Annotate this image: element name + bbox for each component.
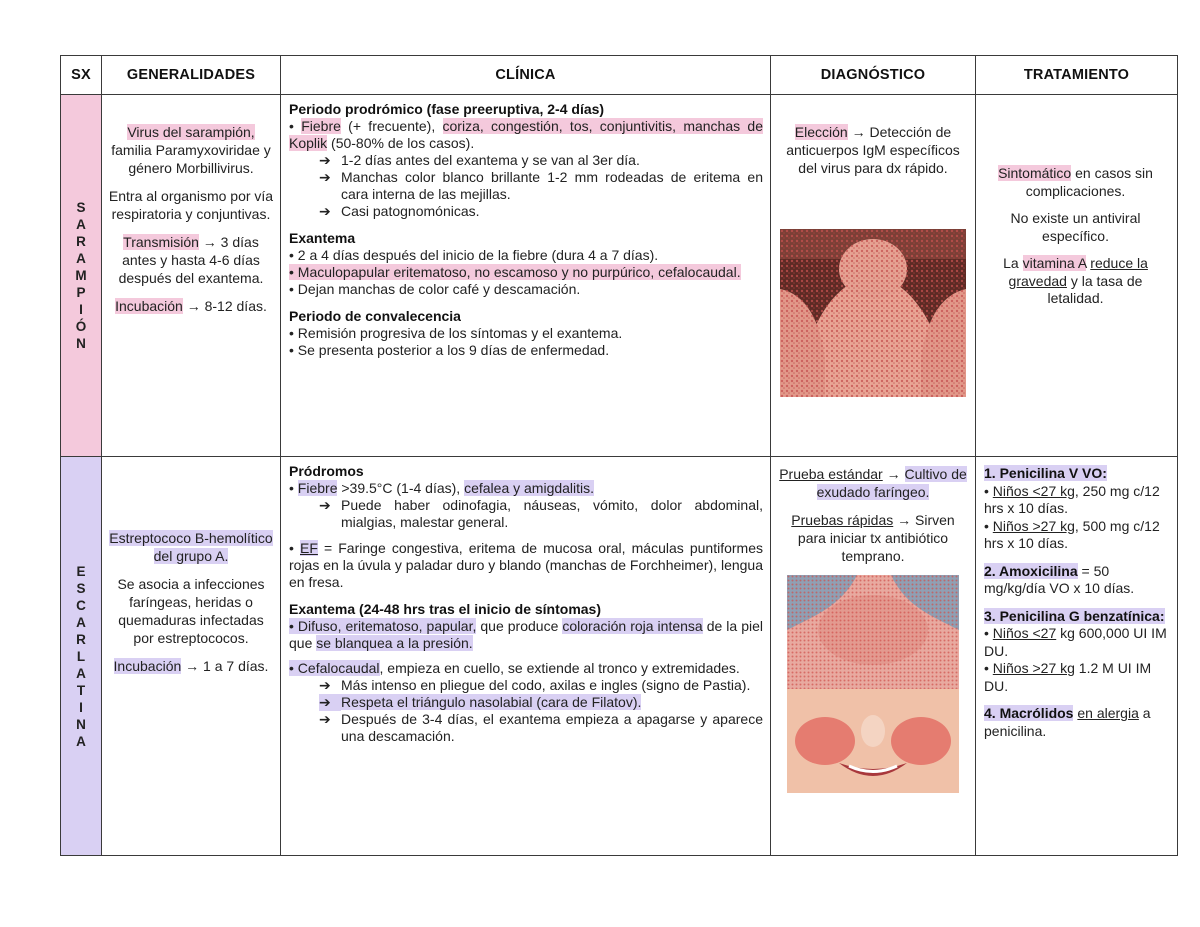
- dia-paragraph: Prueba estándar → Cultivo de exudado faríngeo.: [779, 466, 967, 500]
- tra-paragraph: No existe un antiviral específico.: [1010, 210, 1141, 244]
- gen-paragraph: Incubación → 8-12 días.: [115, 298, 267, 314]
- sx-letter: I: [79, 699, 83, 715]
- tra-paragraph: Sintomático en casos sin complicaciones.: [998, 165, 1153, 199]
- sx-letter: S: [76, 200, 86, 215]
- sx-letter: C: [76, 597, 86, 613]
- diagnostico-sarampion: [771, 95, 976, 457]
- dia-paragraph: Elección → Detección de anticuerpos IgM específicos del virus para dx rápido.: [786, 124, 960, 176]
- sub-bullet: ➔ Respeta el triángulo nasolabial (cara de Filatov).: [319, 694, 642, 710]
- sub-bullet: ➔ Más intenso en pliegue del codo, axilas e ingles (signo de Pastia).: [319, 677, 751, 693]
- sx-letter: A: [76, 251, 86, 266]
- bullet: • Fiebre >39.5°C (1-4 días), cefalea y amigdalitis.: [289, 480, 595, 496]
- gen-paragraph: Estreptococo B-hemolítico del grupo A.: [109, 530, 273, 564]
- gen-paragraph: Se asocia a infecciones faríngeas, heridas o quemaduras infectadas por estreptococos.: [117, 576, 265, 646]
- tra-paragraph: 3. Penicilina G benzatínica: • Niños <27 kg 600,000 UI IM DU. • Niños >27 kg 1.2 M UI IM DU.: [984, 607, 1167, 694]
- tra-paragraph: 4. Macrólidos en alergia a penicilina.: [984, 705, 1151, 739]
- tra-paragraph: 1. Penicilina V VO: • Niños <27 kg, 250 mg c/12 hrs x 10 días. • Niños >27 kg, 500 mg c/12 hrs x 10 días.: [984, 465, 1160, 551]
- clinica-sarampion: [281, 95, 771, 457]
- sx-letter: P: [76, 285, 86, 300]
- gen-paragraph: Incubación → 1 a 7 días.: [113, 658, 269, 674]
- sx-letter: N: [76, 716, 86, 732]
- section-heading: Pródromos: [289, 463, 364, 479]
- arrow-icon: ➔: [319, 152, 331, 168]
- header-clinica: CLÍNICA: [281, 56, 771, 95]
- generalidades-escarlatina: [102, 457, 281, 856]
- gen-paragraph: Virus del sarampión, familia Paramyxoviridae y género Morbillivirus.: [111, 124, 271, 176]
- bullet: • Se presenta posterior a los 9 días de enfermedad.: [289, 342, 610, 358]
- arrow-icon: ➔: [319, 169, 331, 185]
- bullet: • Dejan manchas de color café y descamación.: [289, 281, 581, 297]
- sub-bullet: ➔ Después de 3-4 días, el exantema empieza a apagarse y aparece una descamación.: [319, 711, 763, 744]
- sx-letter: L: [76, 648, 86, 664]
- sx-letter: S: [76, 580, 86, 596]
- generalidades-sarampion: [102, 95, 281, 457]
- row-sarampion: [61, 95, 1178, 457]
- header-row: [61, 56, 1178, 95]
- sub-bullet: ➔ Puede haber odinofagia, náuseas, vómito, dolor abdominal, mialgias, malestar general.: [319, 497, 763, 530]
- comparison-table: [60, 55, 1178, 856]
- scarlet-fever-chest-photo: [787, 575, 959, 689]
- header-sx: SX: [61, 56, 102, 95]
- sub-bullet: ➔ 1-2 días antes del exantema y se van al 3er día.: [319, 152, 640, 168]
- gen-paragraph: Entra al organismo por vía respiratoria y conjuntivas.: [108, 188, 274, 222]
- sx-letter: R: [76, 234, 86, 249]
- bullet: • Maculopapular eritematoso, no escamoso y no purpúrico, cefalocaudal.: [289, 264, 741, 280]
- sub-bullet: ➔ Casi patognomónicas.: [319, 203, 480, 219]
- dia-paragraph: Pruebas rápidas → Sirven para iniciar tx antibiótico temprano.: [791, 512, 955, 564]
- tra-paragraph: 2. Amoxicilina = 50 mg/kg/día VO x 10 días.: [984, 562, 1135, 596]
- arrow-icon: ➔: [319, 677, 331, 693]
- sx-letter: M: [75, 268, 87, 283]
- bullet: • Cefalocaudal, empieza en cuello, se extiende al tronco y extremidades.: [289, 660, 740, 676]
- bullet: • Remisión progresiva de los síntomas y el exantema.: [289, 325, 623, 341]
- gen-paragraph: Transmisión → 3 días antes y hasta 4-6 días después del exantema.: [118, 234, 264, 286]
- measles-rash-photo: [780, 229, 966, 397]
- row-escarlatina: [61, 457, 1178, 856]
- sx-letter: N: [76, 336, 86, 351]
- bullet: • Difuso, eritematoso, papular, que produce coloración roja intensa de la piel que se blanquea a la presión.: [289, 618, 764, 651]
- section-heading: Exantema (24-48 hrs tras el inicio de síntomas): [289, 601, 602, 617]
- sx-letter: A: [76, 665, 86, 681]
- sx-letter: A: [76, 614, 86, 630]
- sx-letter: E: [76, 563, 86, 579]
- header-tratamiento: TRATAMIENTO: [976, 56, 1178, 95]
- bullet: • 2 a 4 días después del inicio de la fiebre (dura 4 a 7 días).: [289, 247, 659, 263]
- sx-letter: A: [76, 217, 86, 232]
- sub-bullet: ➔ Manchas color blanco brillante 1-2 mm rodeadas de eritema en cara interna de las mejillas.: [319, 169, 763, 202]
- diagnostico-escarlatina: [771, 457, 976, 856]
- sx-escarlatina: [61, 457, 102, 856]
- sx-letter: I: [79, 302, 83, 317]
- header-generalidades: GENERALIDADES: [102, 56, 281, 95]
- scarlet-fever-face-photo: [787, 689, 959, 793]
- clinica-escarlatina: [281, 457, 771, 856]
- sx-letter: R: [76, 631, 86, 647]
- tra-paragraph: La vitamina A reduce la gravedad y la tasa de letalidad.: [1003, 255, 1148, 306]
- section-heading: Exantema: [289, 230, 356, 246]
- sx-letter: Ó: [75, 319, 87, 334]
- section-heading: Periodo de convalecencia: [289, 308, 461, 324]
- sx-sarampion: [61, 95, 102, 457]
- arrow-icon: ➔: [319, 694, 341, 711]
- arrow-icon: ➔: [319, 203, 331, 219]
- sx-letter: A: [76, 733, 86, 749]
- arrow-icon: ➔: [319, 711, 331, 727]
- disease-table-page: [60, 55, 1167, 853]
- arrow-icon: ➔: [319, 497, 331, 513]
- header-diagnostico: DIAGNÓSTICO: [771, 56, 976, 95]
- bullet: • EF = Faringe congestiva, eritema de mucosa oral, máculas puntiformes rojas en la úvula y paladar duro y blando (manchas de Forchheimer), lengua en fresa.: [289, 540, 763, 590]
- tratamiento-escarlatina: [976, 457, 1178, 856]
- section-heading: Periodo prodrómico (fase preeruptiva, 2-4 días): [289, 101, 605, 117]
- tratamiento-sarampion: [976, 95, 1178, 457]
- sx-letter: T: [76, 682, 86, 698]
- bullet: • Fiebre (+ frecuente), coriza, congestión, tos, conjuntivitis, manchas de Koplik (50-80% de los casos).: [289, 118, 763, 151]
